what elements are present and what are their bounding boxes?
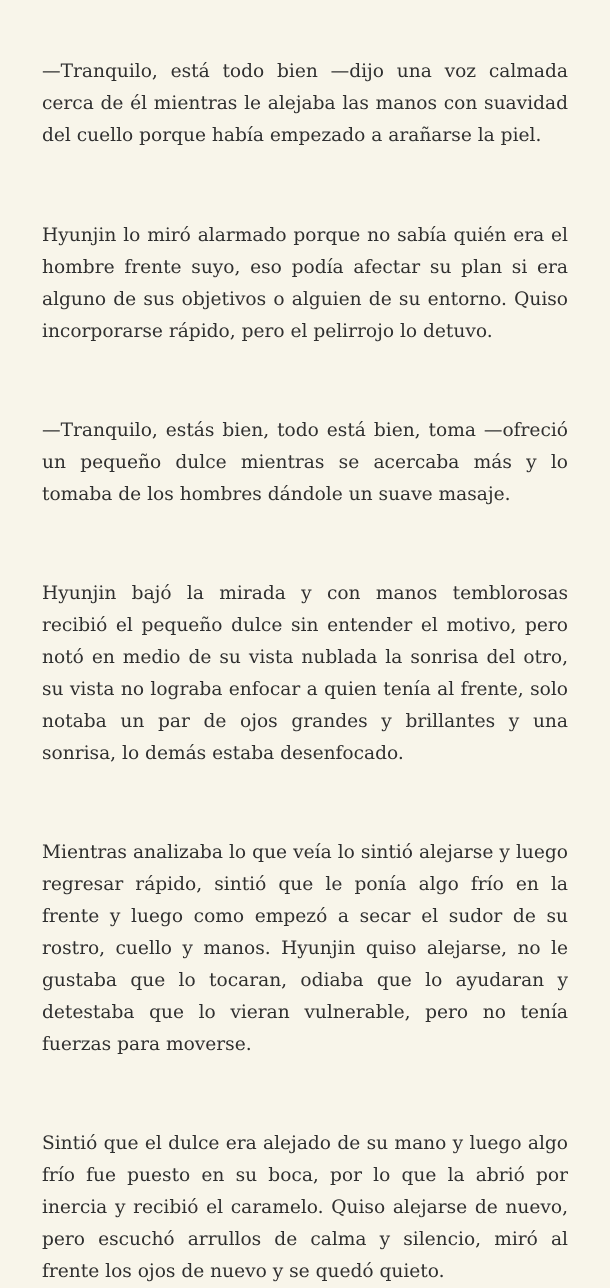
story-paragraph: Hyunjin lo miró alarmado porque no sabía quién era el hombre frente suyo, eso podía afectar su plan si era alguno de sus objetivos o alguien de su entorno. Quiso incorporarse rápido, pero el pelirrojo lo detuvo. <box>42 225 568 342</box>
story-paragraph: Mientras analizaba lo que veía lo sintió alejarse y luego regresar rápido, sintió que le ponía algo frío en la frente y luego como empezó a secar el sudor de su rostro, cuello y manos. Hyunjin quiso alejarse, no le gustaba que lo tocaran, odiaba que lo ayudaran y detestaba que lo vieran vulnerable, pero no tenía fuerzas para moverse. <box>42 842 568 1055</box>
story-paragraph: Sintió que el dulce era alejado de su mano y luego algo frío fue puesto en su boca, por lo que la abrió por inercia y recibió el caramelo. Quiso alejarse de nuevo, pero escuchó arrullos de calma y silencio, miró al frente los ojos de nuevo y se quedó quieto. <box>42 1133 568 1282</box>
story-paragraph: —Tranquilo, está todo bien —dijo una voz calmada cerca de él mientras le alejaba las manos con suavidad del cuello porque había empezado a arañarse la piel. <box>42 61 568 146</box>
story-paragraph: —Tranquilo, estás bien, todo está bien, toma —ofreció un pequeño dulce mientras se acercaba más y lo tomaba de los hombres dándole un suave masaje. <box>42 420 568 505</box>
story-paragraph: Hyunjin bajó la mirada y con manos temblorosas recibió el pequeño dulce sin entender el motivo, pero notó en medio de su vista nublada la sonrisa del otro, su vista no lograba enfocar a quien tenía al frente, solo notaba un par de ojos grandes y brillantes y una sonrisa, lo demás estaba desenfocado. <box>42 583 568 764</box>
